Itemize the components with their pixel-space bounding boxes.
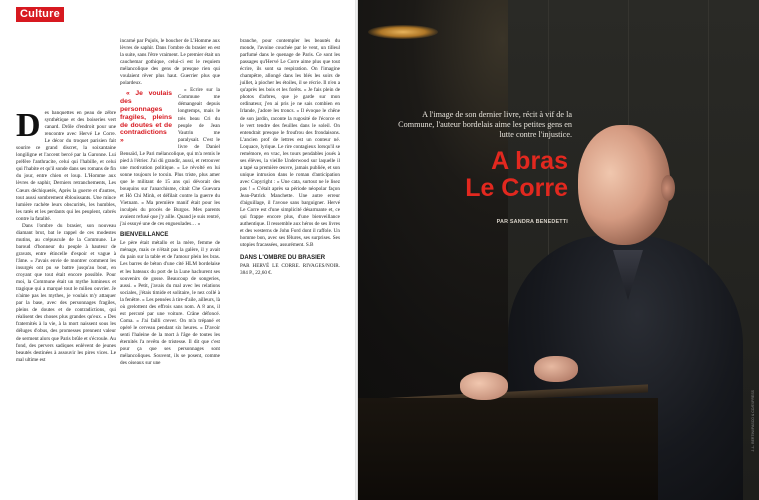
headline	[398, 148, 568, 202]
author-hand-left	[460, 372, 508, 400]
author-photo	[358, 0, 759, 500]
section-rubric: Culture	[16, 7, 64, 22]
paragraph: Le père était métallo et la mère, femme de ménage, mais ce n'était pas la galère, il y avait du pain sur la table et de l'amour plein les bras. Les barres de béton d'une cité HLM bordelaise et les bateaux du port de la Lune hachurent ses souvenirs de gosse. Beaucoup de songeries, aussi. « Petit, j'avais du mal avec les relations sociales, j'étais timide et solitaire, le nez collé à la fenêtre. » Les pensées à tire-d'aile, ailleurs, là où grelottent des effrois sans nom. A 8 ans, il est percuté par une voiture. Crâne défoncé. Coma. « J'ai failli crever. On m'a trépané et opéré le cerveau pendant six heures. » D'avoir senti l'haleine de la mort à l'âge de toutes les éternités l'a revêtu de tristesse. Il dit que c'est pour ça que ses personnages sont mélancoliques. Souvent, ils se posent, comme des oiseaux sur une	[120, 240, 220, 367]
headline-line-1: A bras	[491, 147, 568, 175]
paragraph	[16, 107, 116, 223]
pull-quote: « Je voulais des personnages fragiles, pleins de doutes et de contradictions »	[120, 90, 172, 145]
drop-cap: D	[16, 107, 41, 144]
book-box-info: PAR HERVÉ LE CORRE. RIVAGES/NOIR. 384 P., 22,60 €.	[240, 263, 340, 276]
headline-line-2: Le Corre	[465, 174, 568, 202]
book-box-title: DANS L'OMBRE DU BRASIER	[240, 255, 326, 262]
left-page	[0, 0, 355, 500]
paragraph: branche, pour contempler les beautés du monde, l'avoine couchée par le vent, un tilleul parfumé dans le quenage de Paris. Ce sont les passages qu'Hervé Le Corre aime plus que tout écrire, ils sont sa respiration. On l'imagine champêtre, allongé dans les blés les soirs de juillet, à piocher les étoiles, il se récrie. Il n'en a qu'après les bois et les forêts. « Je fais plein de photos d'arbres, que je garde sur mon ordinateur, j'en ai pris je ne sais combien en Irlande, j'adore les troncs. » Il évoque le chêne de son jardin, raconte la rugosité de l'écorce et le vert tendre des feuilles dans le soleil. On entendrait presque le froufrou des frondaisons. L'ancien prof de lettres est un conteur né. Loquace, lyrique. Le rire contagieux lorsqu'il se remémore, en vrac, les tours pendables joués à ses élèves, la vieille Underwood sur laquelle il a tapé sa première œuvre, jamais publiée, et son unique intrusion dans le roman d'anticipation avec Copyright : « Une catа, surtout ne le lisez pas ! » C'était après sa période néopolar façon Jean-Patrick Manchette. Une autre erreur d'aiguillage, il l'avoue sans barguigner. Hervé Le Corre est d'une simplicité désarmante et, ce qui frappe encore plus, d'une bienveillance authentique. Il ressemble aux héros de ses livres et des westerns de John Ford dont il raffole. Un homme bon, avec ses fêlures, ses surprises. Ses utopies fracassées, assurément. S.B	[240, 38, 340, 249]
text-column-3	[240, 38, 340, 276]
paragraph: Dans l'ombre du brasier, son nouveau diamant brut, bat le rappel de ces modestes mutins, au crépuscule de la Commune. Le baroud d'honneur du peuple à hauteur de gravats, entre étincelle d'espoir et vague à l'âme. « J'avais envie de montrer comment les insurgés ont pu se battre jusqu'au bout, en croyant que tout était encore possible. Pour moi, la Commune était un mythe lumineux et tragique qui a marqué tout le milieu ouvrier. Je n'aime pas les mythes, je voulais m'y attaquer par la base, avec des personnages fragiles, pleins de doutes et de contradictions, qui réalisent des choses plus grandes qu'eux. » Des fraternités à la vie, à la mort naissent sous les déluges d'obus, des promesses prennent valeur de serment alors que Paris brûle et s'écroule. Au fond, des pervers sadiques enlèvent de jeunes beautés destinées à assouvir les pires vices. Le mal ultime est	[16, 222, 116, 363]
photo-credit: J.-L. BERTINI/PASCO & CO/EXPRESS	[751, 390, 755, 452]
author-ear	[661, 175, 675, 201]
intertitle: BIENVEILLANCE	[120, 232, 169, 239]
paragraph: incarné par Pujols, le boucher de L'Homme aux lèvres de saphir. Dans l'ombre du brasier en est la suite, sans l'être vraiment. Le premier était un cauchemar gothique, celui-ci est le requiem mélancolique des gens de presque rien qui voulaient rêver plus haut. Guerrier plus que polardeux.	[120, 38, 220, 87]
paragraph-text: « Ecrire sur la Commune me démangeait depuis longtemps, mais le très beau Cri du peuple de Jean Vautrin me paralysait. C'est le livre de Daniel Bensaïd, Le Pari mélancolique, qui m'a remis le pied à l'étrier. J'ai dû grandir, aussi, et retrouver une motivation politique. » Le révolté en lui sonne toujours le tocsin. Plus triste, plus amer que le militant de 15 ans qui dévorait des bouquins sur l'anarchisme, citait Che Guevara et Hô Chi Minh, et défilait contre la guerre du Vietnam. « Ma première manif était pour les inculpés du procès de Burgos. Mes parents avaient refusé que j'y aille. Quand je suis rentré, j'ai essuyé une de ces engueulades… »	[120, 87, 220, 228]
table	[358, 398, 658, 500]
text-column-1	[16, 107, 116, 364]
standfirst: A l'image de son dernier livre, récit à vif de la Commune, l'auteur bordelais aime les petites gens en lutte contre l'injustice.	[398, 110, 572, 139]
paragraph	[120, 87, 220, 228]
paragraph-text: es banquettes en peau de zèbre synthétique et des boiseries vert canard. Drôle d'endroit pour une rencontre avec Hervé Le Corre. Le décor du troquet parisien fait sourire ce grand discret, la soixantaine longiligne et l'accent bercé par la Garonne. Lui préfère l'anthracite, celui qui l'habille, et celui qui l'habite et qu'il sonde dans ses romans de fin du jour, entre chien et loup. L'Homme aux lèvres de saphir, Derniers retranchements, Les Cœurs déchiquetés, Après la guerre et d'autres, tout aussi sombrement éblouissants. Une mince lumière rachète leurs obscurités, les humbles, les ratés et les perdants qui les peuplent, cabrés contre la fatalité.	[16, 110, 116, 222]
lamp-light	[368, 25, 438, 39]
text-column-2	[120, 38, 220, 367]
author-hand-right	[534, 356, 578, 382]
author-head	[578, 125, 670, 245]
byline: PAR SANDRA BENEDETTI	[496, 219, 568, 225]
